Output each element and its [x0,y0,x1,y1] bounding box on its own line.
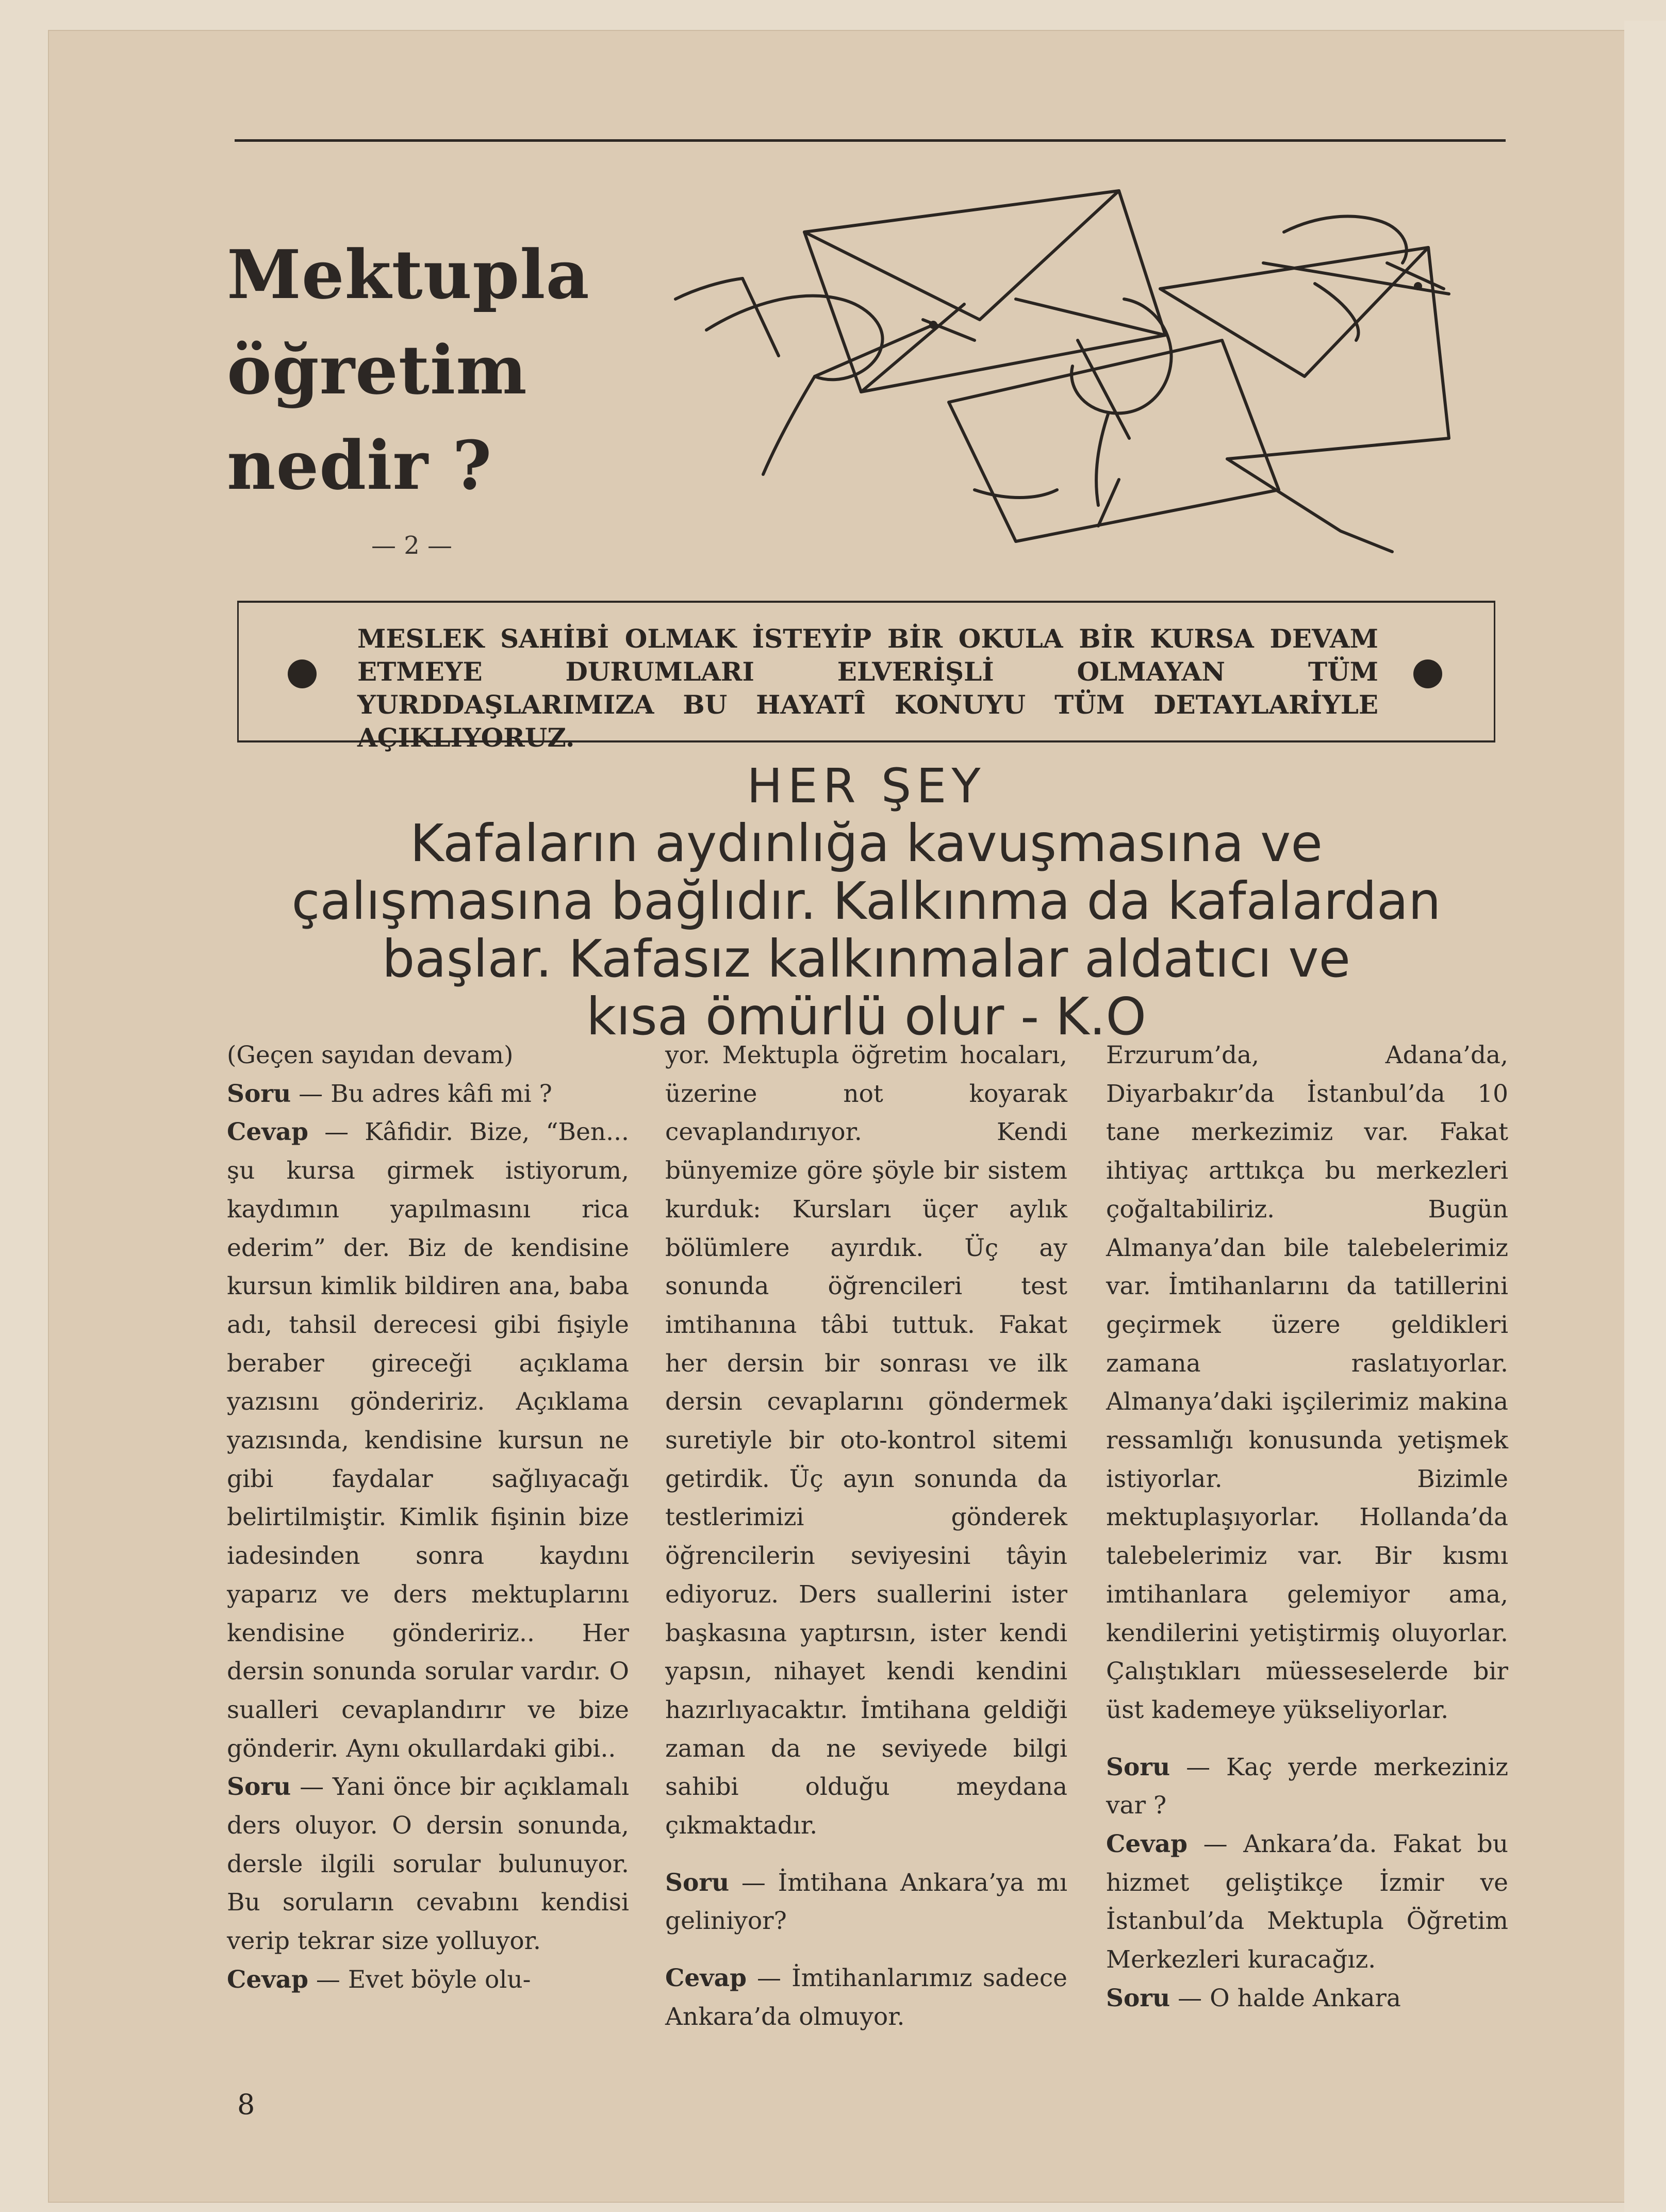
page-number: 8 [237,2088,255,2121]
paragraph-text: — Ankara’da. Fakat bu hizmet geliştikçe İzmir ve İstanbul’da Mektupla Öğretim Merkezleri kuracağız. [1106,1830,1508,1974]
speaker-label: Soru [665,1868,730,1897]
bullet-dot-icon [288,659,317,688]
speaker-label: Cevap [227,1965,308,1994]
speaker-label: Cevap [227,1118,308,1147]
paragraph [1106,1036,1508,1730]
top-rule [235,139,1506,142]
headline-line: Mektupla [227,235,590,314]
paragraph-text: yor. Mektupla öğretim hocaları, üzerine not koyarak cevaplandırıyor. Kendi bünyemize göre şöyle bir sistem kurduk: Kursları üçer aylık bölümlere ayırdık. Üç ay sonunda öğrencileri test imtihanına tâbi tuttuk. Fakat her dersin bir sonrası ve ilk dersin cevaplarını göndermek suretiyle bir oto-kontrol sitemi getirdik. Üç ayın sonunda da testlerimizi gönderek öğrencilerin seviyesini tâyin ediyoruz. Ders suallerini ister başkasına yaptırsın, ister kendi yapsın, nihayet kendi kendini hazırlıyacaktır. İmtihana geldiği zaman da ne seviyede bilgi sahibi olduğu meydana çıkmaktadır. [665,1041,1067,1840]
paragraph [227,1036,629,1075]
part-number: — 2 — [371,531,453,560]
headline-line: nedir ? [227,426,492,505]
pull-quote [222,758,1511,1046]
page-edge [1624,21,1666,2212]
speaker-label: Soru [1106,1753,1170,1781]
paragraph [227,1768,629,1961]
paragraph [665,1036,1067,1845]
paragraph-text: — Evet böyle olu- [308,1965,531,1994]
paragraph [227,1961,629,2000]
paragraph [1106,1748,1508,1825]
intro-text: MESLEK SAHİBİ OLMAK İSTEYİP BİR OKULA BİR KURSA DEVAM ETMEYE DURUMLARI ELVERİŞLİ OLMAYAN TÜM YURDDAŞLARIMIZA BU HAYATÎ KONUYU TÜM DETAYLARİYLE AÇIKLIYORUZ. [357,623,1378,753]
headline [227,227,588,513]
paragraph-text: Erzurum’da, Adana’da, Diyarbakır’da İstanbul’da 10 tane merkezimiz var. Fakat ihtiyaç arttıkça bu merkezleri çoğaltabiliriz. Bugün Almanya’dan bile talebelerimiz var. İmtihanlarını da tatillerini geçirmek üzere geldikleri zamana raslatıyorlar. Almanya’daki işçilerimiz makina ressamlığı konusunda yetişmek istiyorlar. Bizimle mektuplaşıyorlar. Hollanda’da talebelerimiz var. Bir kısmı imtihanlara gelemiyor ama, kendilerini yetiştirmiş oluyorlar. Çalıştıkları müesseselerde bir üst kademeye yükseliyorlar. [1106,1041,1508,1724]
quote-line: Kafaların aydınlığa kavuşmasına ve [410,813,1323,873]
speaker-label: Soru [1106,1984,1170,2012]
paragraph-text: — Kâfidir. Bize, “Ben... şu kursa girmek istiyorum, kaydımın yapılmasını rica ederim” der. Biz de kendisine kursun kimlik bildiren ana, baba adı, tahsil derecesi gibi fişiyle beraber gireceği açıklama yazısını göndeririz. Açıklama yazısında, kendisine kursun ne gibi faydalar sağlıyacağı belirtilmiştir. Kimlik fişinin bize iadesinden sonra kaydını yaparız ve ders mektuplarını kendisine göndeririz.. Her dersin sonunda sorular vardır. O sualleri cevaplandırır ve bize gönderir. Aynı okullardaki gibi.. [227,1118,629,1763]
paragraph [227,1113,629,1768]
bullet-dot-icon [1413,659,1442,688]
speaker-label: Cevap [1106,1830,1187,1859]
text-column-3 [1106,1036,1508,2018]
letter-writing-illustration [645,170,1470,577]
paragraph [665,1864,1067,1941]
paragraph-text: — İmtihana Ankara’ya mı geliniyor? [665,1868,1067,1936]
paragraph-text: — O halde Ankara [1170,1984,1401,2012]
speaker-label: Cevap [665,1964,747,1993]
speaker-label: Soru [227,1773,291,1802]
quote-body [222,815,1511,1046]
paragraph-text: — Kaç yerde merkeziniz var ? [1106,1753,1508,1820]
intro-box [237,601,1495,753]
paragraph-text: — Bu adres kâfi mi ? [291,1079,552,1108]
quote-title: HER ŞEY [747,758,986,814]
paragraph [1106,1979,1508,2018]
paragraph-text: — İmtihanlarımız sadece Ankara’da olmuyor. [665,1964,1067,2031]
paragraph-text: (Geçen sayıdan devam) [227,1041,514,1069]
text-column-2 [665,1036,1067,2037]
quote-line: kısa ömürlü olur - K.O [586,986,1147,1047]
quote-line: çalışmasına bağlıdır. Kalkınma da kafalardan [291,871,1441,931]
quote-line: başlar. Kafasız kalkınmalar aldatıcı ve [382,929,1351,989]
headline-line: öğretim [227,331,527,409]
paragraph [665,1959,1067,2036]
paragraph [1106,1825,1508,1979]
text-column-1 [227,1036,629,2000]
speaker-label: Soru [227,1079,291,1108]
paragraph-text: — Yani önce bir açıklamalı ders oluyor. O dersin sonunda, dersle ilgili sorular bulunuyor. Bu soruların cevabını kendisi verip tekrar size yolluyor. [227,1773,629,1956]
paragraph [227,1075,629,1114]
